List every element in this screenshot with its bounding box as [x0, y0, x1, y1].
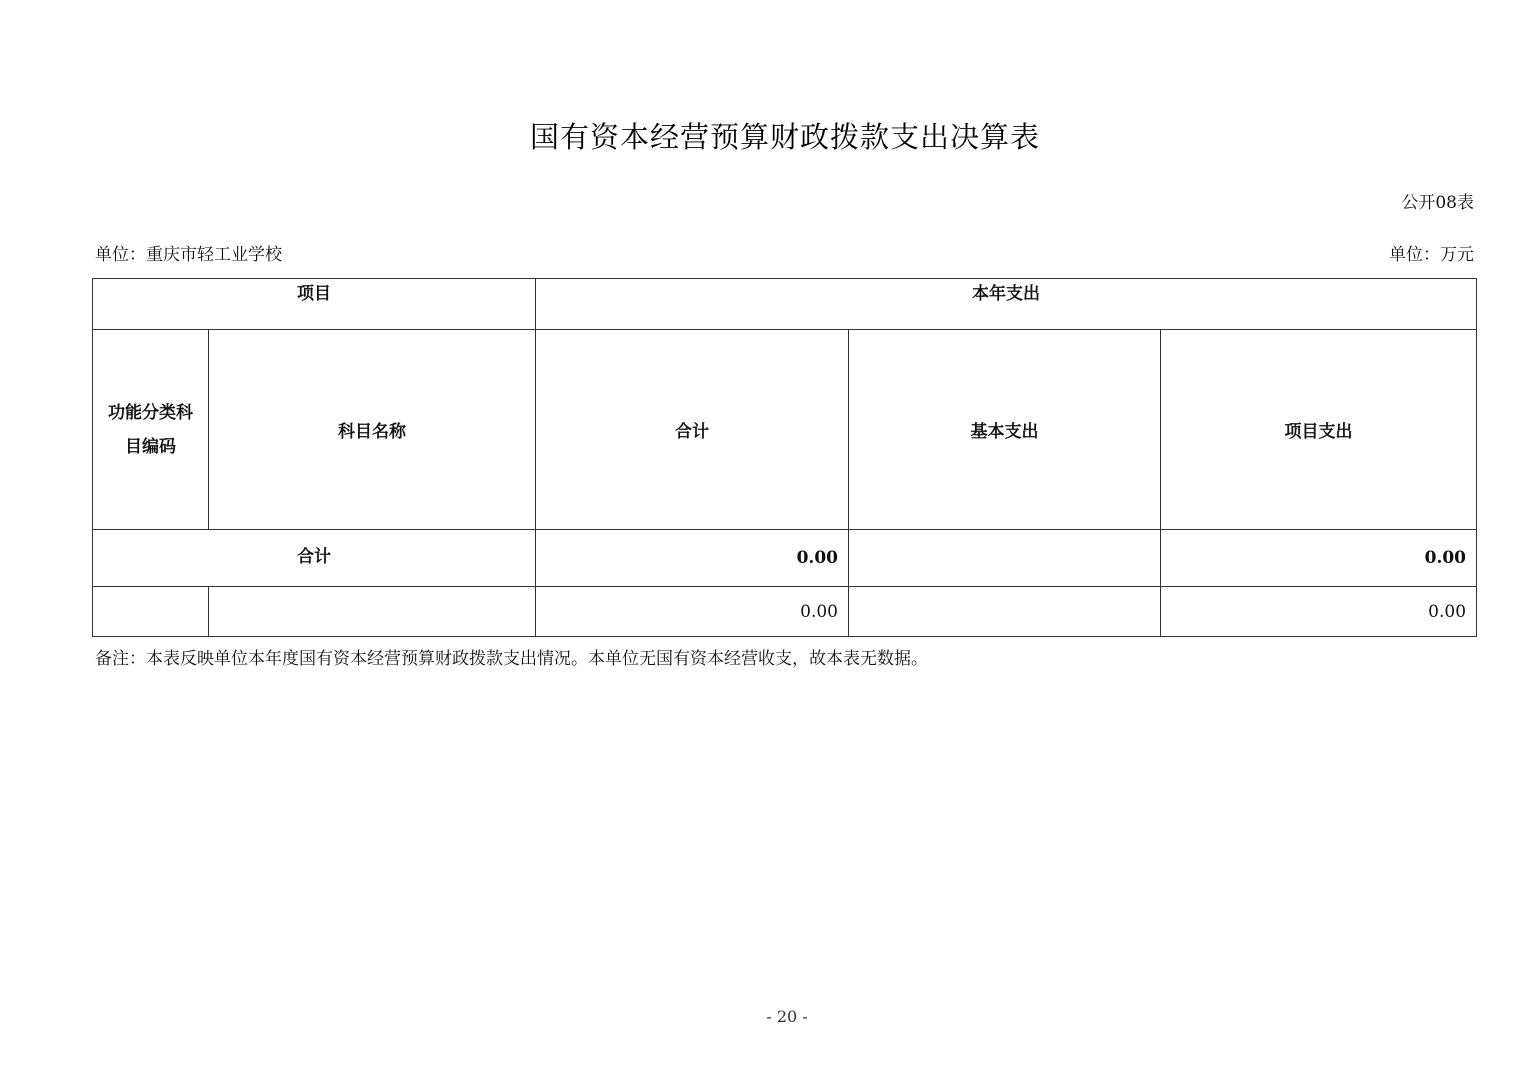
row-project: 0.00	[1161, 587, 1477, 637]
total-sum: 0.00	[536, 530, 849, 587]
header-project: 项目	[93, 279, 536, 330]
total-project: 0.00	[1161, 530, 1477, 587]
total-basic	[849, 530, 1161, 587]
budget-table	[92, 278, 1477, 637]
table-total-row	[93, 530, 1477, 587]
total-label: 合计	[93, 530, 536, 587]
row-basic	[849, 587, 1161, 637]
header-function-code: 功能分类科目编码	[93, 330, 209, 530]
header-current-year: 本年支出	[536, 279, 1477, 330]
table-header-row	[93, 279, 1477, 330]
row-code	[93, 587, 209, 637]
header-total: 合计	[536, 330, 849, 530]
form-number: 公开08表	[1401, 193, 1474, 213]
header-basic-expense: 基本支出	[849, 330, 1161, 530]
table-note: 备注：本表反映单位本年度国有资本经营预算财政拨款支出情况。本单位无国有资本经营收支，故本表无数据。	[95, 649, 928, 669]
currency-unit: 单位：万元	[1389, 245, 1474, 265]
unit-name: 单位：重庆市轻工业学校	[95, 245, 282, 265]
header-subject-name: 科目名称	[209, 330, 536, 530]
header-project-expense: 项目支出	[1161, 330, 1477, 530]
row-total: 0.00	[536, 587, 849, 637]
page-title: 国有资本经营预算财政拨款支出决算表	[529, 120, 1040, 154]
table-row	[93, 587, 1477, 637]
page-number: - 20 -	[766, 1007, 808, 1026]
row-name	[209, 587, 536, 637]
table-subheader-row	[93, 330, 1477, 530]
